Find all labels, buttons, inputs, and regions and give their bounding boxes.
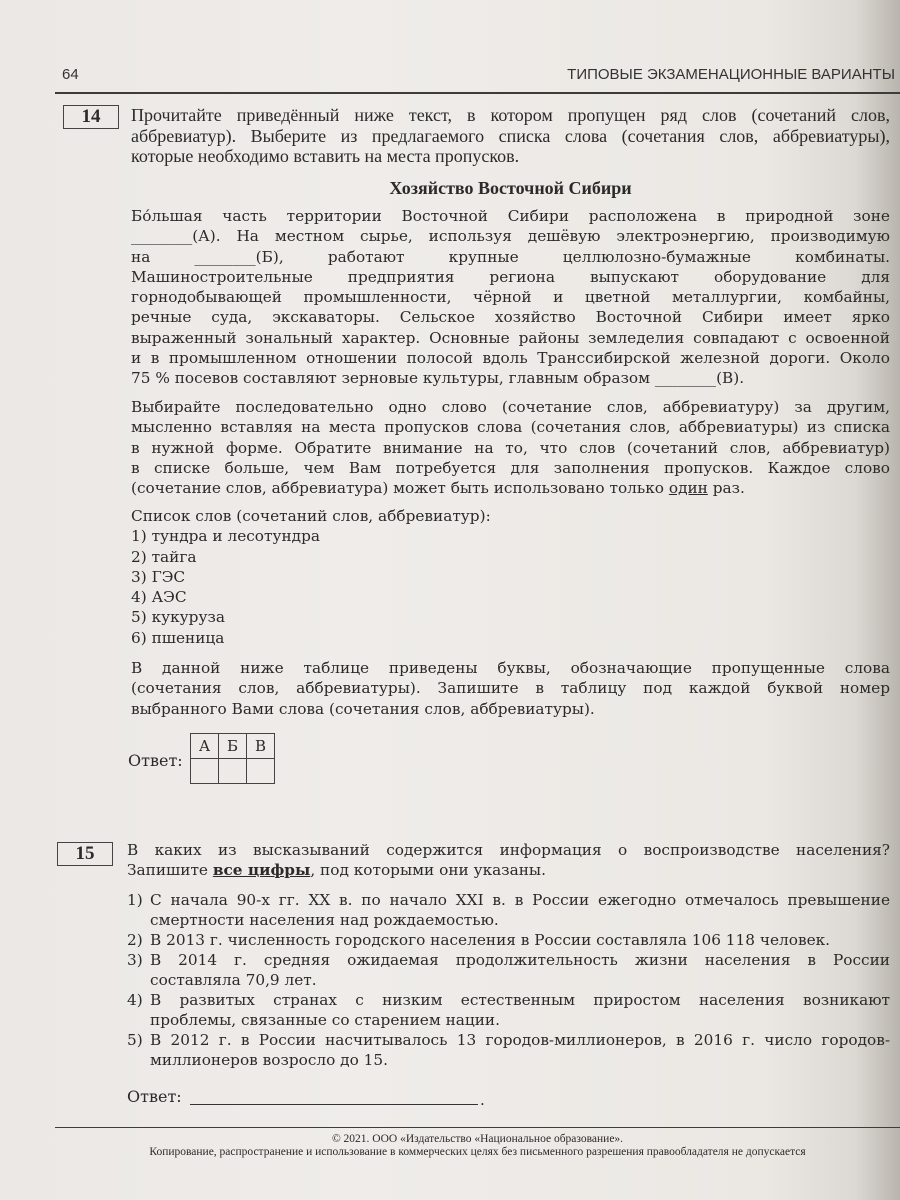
text-line: смертности населения над рождаемостью. [150, 911, 499, 929]
text-line: (сочетания слов, аббревиатуры). Запишите в таблицу под каждой буквой номер [131, 679, 890, 698]
text-line: С начала 90-х гг. XX в. по начало XXI в. в России ежегодно отмечалось превышение [150, 891, 890, 909]
answer-column-v: В [247, 734, 275, 759]
copyright-text: © 2021. ООО «Издательство «Национальное образование». [331, 1133, 624, 1145]
text-line: В 2013 г. численность городского населения в России составляла 106 118 человек. [150, 931, 831, 949]
footer-divider [55, 1127, 900, 1128]
text-line: выраженный зональный характер. Основные районы земледелия совпадают с освоенной [131, 328, 890, 347]
text-line: речные суда, экскаваторы. Сельское хозяйство Восточной Сибири имеет ярко [131, 308, 890, 327]
task-14-instructions [131, 105, 890, 167]
word-list-heading: Список слов (сочетаний слов, аббревиатур): [131, 507, 491, 525]
text-line: миллионеров возросло до 15. [150, 1051, 388, 1069]
statement-item [127, 1030, 890, 1070]
text-line: В каких из высказываний содержится информация о воспроизводстве населения? [127, 841, 890, 859]
statement-text [150, 1030, 890, 1070]
running-title: ТИПОВЫЕ ЭКЗАМЕНАЦИОННЫЕ ВАРИАНТЫ [567, 66, 895, 83]
text-segment: раз. [707, 479, 745, 498]
answer-input-15[interactable] [190, 1104, 478, 1105]
text-line: Прочитайте приведённый ниже текст, в котором пропущен ряд слов (сочетаний слов, [131, 105, 890, 125]
word-option: 6) пшеница [131, 628, 225, 647]
statement-number: 5) [127, 1031, 143, 1049]
text-line: горнодобывающей промышленности, чёрной и цветной металлургии, комбайны, [131, 288, 890, 307]
text-line: аббревиатур). Выберите из предлагаемого списка слова (сочетания слов, аббревиатуры), [131, 125, 890, 146]
statement-text [150, 930, 890, 950]
text-line: составляла 70,9 лет. [150, 971, 317, 989]
task-number-15: 15 [57, 842, 113, 866]
text-title: Хозяйство Восточной Сибири [389, 178, 632, 198]
word-option: 4) АЭС [131, 588, 187, 607]
answer-cell-b[interactable] [219, 759, 247, 784]
text-line: Бо́льшая часть территории Восточной Сибири расположена в природной зоне [131, 207, 890, 225]
text-line: в списке больше, чем Вам потребуется для заполнения пропусков. Каждое слово [131, 458, 890, 477]
answer-column-b: Б [219, 734, 247, 759]
text-line: проблемы, связанные со старением нации. [150, 1011, 500, 1029]
page-number: 64 [62, 66, 79, 83]
text-segment: (сочетание слов, аббревиатура) может быть использовано только [131, 479, 669, 498]
task-15-instructions [127, 840, 890, 880]
text-line: 75 % посевов составляют зерновые культуры, главным образом ________(В). [131, 369, 745, 388]
statement-number: 4) [127, 991, 143, 1009]
text-line: которые необходимо вставить на места пропусков. [131, 146, 520, 166]
answer-column-a: А [191, 734, 219, 759]
statement-text [150, 990, 890, 1030]
text-line: В 2012 г. в России насчитывалось 13 городов-миллионеров, в 2016 г. число городов- [150, 1031, 890, 1049]
text-paragraph [131, 206, 890, 389]
answer-label-14: Ответ: [128, 751, 183, 770]
text-line [127, 860, 890, 880]
text-line: В данной ниже таблице приведены буквы, обозначающие пропущенные слова [131, 659, 890, 677]
text-line: ________(А). На местном сырье, используя дешёвую электроэнергию, производимую [131, 227, 890, 246]
word-option: 1) тундра и лесотундра [131, 527, 321, 546]
text-line: и в промышленном отношении полосой вдоль Транссибирской железной дороги. Около [131, 349, 890, 368]
answer-cell-v[interactable] [247, 759, 275, 784]
text-line: Выбирайте последовательно одно слово (сочетание слов, аббревиатуру) за другим, [131, 398, 890, 416]
text-line: В развитых странах с низким естественным приростом населения возникают [150, 991, 890, 1009]
statement-text [150, 890, 890, 930]
word-option: 5) кукуруза [131, 608, 225, 627]
text-line: Машиностроительные предприятия региона выпускают оборудование для [131, 267, 890, 286]
answer-end-period: . [480, 1091, 485, 1109]
text-segment: , под которыми они указаны. [310, 861, 546, 879]
text-line: на ________(Б), работают крупные целлюлозно-бумажные комбинаты. [131, 247, 890, 266]
statement-item [127, 930, 890, 950]
answer-cell-a[interactable] [191, 759, 219, 784]
text-line: мысленно вставляя на места пропусков слова (сочетания слов, аббревиатуры) из списка [131, 418, 890, 437]
statement-text [150, 950, 890, 990]
answer-table-14 [190, 733, 275, 784]
statement-number: 3) [127, 951, 143, 969]
statement-item [127, 990, 890, 1030]
emphasis-all-digits: все цифры [212, 861, 311, 879]
word-option: 3) ГЭС [131, 567, 186, 586]
statement-item [127, 950, 890, 990]
text-line: выбранного Вами слова (сочетания слов, аббревиатуры). [131, 699, 595, 718]
text-line: в нужной форме. Обратите внимание на то, что слов (сочетаний слов, аббревиатур) [131, 438, 890, 457]
text-line [131, 478, 890, 498]
emphasis-once: один [668, 479, 708, 498]
task-number-14: 14 [63, 105, 119, 129]
word-option: 2) тайга [131, 547, 197, 566]
table-instruction-paragraph [131, 658, 890, 719]
answer-label-15: Ответ: [127, 1087, 182, 1106]
statement-number: 1) [127, 891, 143, 909]
text-line: В 2014 г. средняя ожидаемая продолжительность жизни населения в России [150, 951, 890, 969]
header-divider [55, 92, 900, 94]
text-segment: Запишите [127, 861, 213, 879]
statement-number: 2) [127, 931, 143, 949]
instruction-paragraph [131, 397, 890, 498]
copyright-notice: Копирование, распространение и использование в коммерческих целях без письменного разрешения правообладателя не допускается [149, 1146, 806, 1158]
statement-item [127, 890, 890, 930]
word-list [131, 506, 890, 648]
